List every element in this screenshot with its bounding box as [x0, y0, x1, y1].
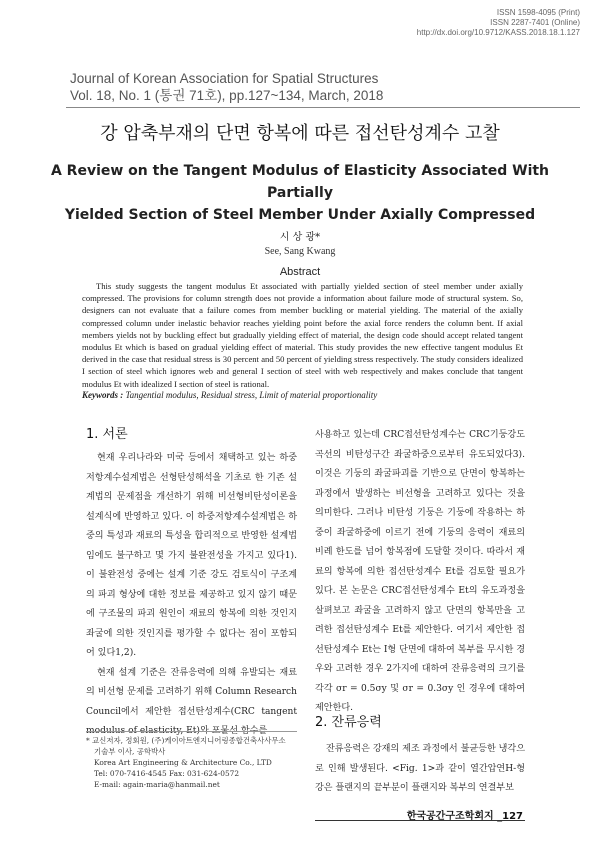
abstract-heading: Abstract	[279, 266, 321, 278]
section-1-paragraph-2: 현재 설계 기준은 잔류응력에 의해 유발되는 재료의 비선형 문제를 고려하기 위해 Column Research Council에서 제안한 접선탄성계수(CRC tangent modulus of elasticity, Et)와 포물선 함수를	[86, 667, 297, 736]
author-english: See, Sang Kwang	[264, 246, 336, 257]
journal-header	[70, 70, 383, 104]
right-column-body	[315, 426, 525, 719]
section-1-paragraph-1: 현재 우리나라와 미국 등에서 채택하고 있는 하중저항계수설계법은 선형탄성해석을 기초로 한 기존 설계법의 문제점을 개선하기 위해 비선형비탄성이론을 설계식에 반영하고 있다. 이 하중저항계수설계법은 하중의 특성과 재료의 특성을 합리적으로 반영한 설계법임에도 불구하고 몇 가지 불완전성을 가지고 있다1). 이 불완전성 중에는 설계 기준 강도 검토식이 구조계의 파괴 형상에 대한 정보를 제공하고 있지 않기 때문에 구조물의 파괴 원인이 재료의 항복에 의한 것인지 좌굴에 의한 것인지를 평가할 수 없다는 점이 포함되어 있다1,2).	[86, 453, 297, 658]
title-korean: 강 압축부재의 단면 항복에 따른 접선탄성계수 고찰	[100, 123, 500, 144]
author-korean: 시 상 광*	[279, 232, 321, 243]
footnote-divider	[86, 731, 297, 732]
footnote-line-4: Tel: 070-7416-4545 Fax: 031-624-0572	[94, 769, 240, 778]
title-english-line2: Yielded Section of Steel Member Under Axially Compressed	[64, 207, 536, 223]
issn-print: ISSN 1598-4095 (Print)	[496, 8, 580, 17]
section-2-body	[315, 740, 525, 799]
title-english	[40, 160, 560, 226]
footnote-line-3: Korea Art Engineering & Architecture Co., LTD	[94, 758, 272, 767]
section-2-heading: 2. 잔류응력	[315, 715, 382, 730]
keywords-text: Tangential modulus, Residual stress, Limit of material proportionality	[125, 390, 378, 400]
section-1-paragraph-3: 사용하고 있는데 CRC접선탄성계수는 CRC기둥강도곡선의 비탄성구간 좌굴하중으로부터 유도되었다3). 이것은 기둥의 좌굴파괴를 기반으로 단면이 항복하는 과정에서 발생하는 비선형을 고려하고 있다는 것을 의미한다. 그러나 비탄성 기둥은 기둥에 작용하는 하중이 좌굴하중에 이르기 전에 기둥의 응력이 재료의 비례 한도를 넘어 항복점에 도달할 것이다. 따라서 재료의 항복에 의한 접선탄성계수 Et를 검토할 필요가 있다. 본 논문은 CRC접선탄성계수 Et의 유도과정을 살펴보고 좌굴을 고려하지 않고 단면의 항복만을 고려한 접선탄성계수 Et를 제안한다. 여기서 제안한 접선탄성계수 Et는 I형 단면에 대하여 복부를 무시한 경우와 고려한 경우 2가지에 대하여 잔류응력의 크기를 각각 σr = 0.5σy 및 σr = 0.3σy 인 경우에 대하여 제안한다.	[315, 430, 525, 713]
doi-link[interactable]: http://dx.doi.org/10.9712/KASS.2018.18.1.127	[416, 28, 580, 37]
page-number: 한국공간구조학회지 _127	[406, 811, 523, 822]
keywords	[82, 390, 377, 400]
header-divider	[66, 107, 580, 108]
title-english-line1: A Review on the Tangent Modulus of Elasticity Associated With Partially	[50, 163, 550, 201]
footnote-line-2: 기술부 이사, 공학박사	[94, 747, 166, 756]
journal-name: Journal of Korean Association for Spatial Structures	[70, 71, 379, 86]
issn-online: ISSN 2287-7401 (Online)	[490, 18, 580, 27]
section-1-heading: 1. 서론	[86, 427, 128, 442]
footnote-email[interactable]: E-mail: again-maria@hanmail.net	[94, 780, 220, 789]
issn-block	[417, 8, 580, 38]
section-2-paragraph-1: 잔류응력은 강재의 제조 과정에서 불균등한 냉각으로 인해 발생된다. <Fig. 1>과 같이 열간압연H-형강은 플랜지의 끝부분이 플랜지와 복부의 연결부보	[315, 744, 525, 793]
footer-divider	[315, 820, 525, 821]
left-column-body	[86, 449, 297, 742]
journal-issue: Vol. 18, No. 1 (통권 71호), pp.127~134, March, 2018	[70, 88, 384, 103]
abstract-body: This study suggests the tangent modulus Et associated with partially yielded section of steel member under axially compressed. The provisions for column strength does not provide a information about failure mode of structural system. So, designers can not evaluate that a failure comes from member buckling or material yielding. The material of the axially compressed column under inelastic behavior reaches yielding point before the axial force renders the column bent. If axial members yields not by buckling effect but gradually yielding effect of material, the design code should accept related tangent modulus Et which is based on gradual yielding effect of material. This study provides the new effective tangent modulus Et derived in the case that residual stress is 30 percent and 50 percent of yielding stress respectively. The study considers idealized I section of steel which ignores web and general I section of steel with web respectively and makes conclude that tangent modulus Et with idealized I section of steel is rational.	[82, 281, 523, 389]
footnote-line-1: * 교신저자, 정회원, (주)케이아트엔지니어링종합건축사사무소	[86, 736, 286, 745]
author-footnote	[86, 735, 306, 790]
keywords-label: Keywords :	[82, 390, 126, 400]
